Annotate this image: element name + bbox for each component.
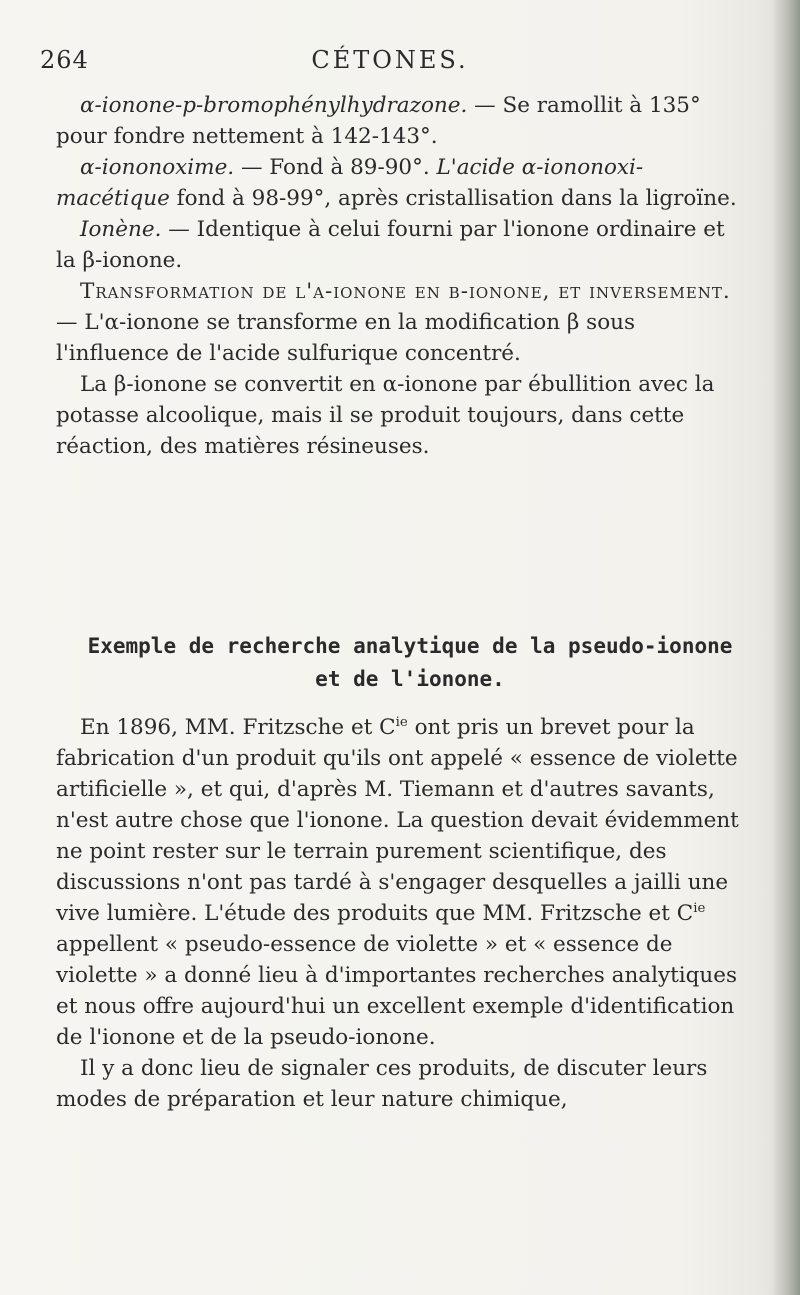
transformation-text: — L'α-ionone se transforme en la modification β sous l'influence de l'acide sulfurique concentré.: [56, 310, 636, 366]
beta-ionone-paragraph: La β-ionone se convertit en α-ionone par ébullition avec la potasse alcoolique, mais il se produit toujours, dans cette réaction, des matières résineuses.: [56, 372, 715, 459]
transformation-title: Transformation de l'α-ionone en β-ionone, et inversement.: [80, 279, 731, 304]
lower-text-block: [56, 712, 748, 1115]
section-heading-line-2: et de l'ionone.: [315, 667, 505, 691]
entry-text-secondary: fond à 98-99°, après cristallisation dans la ligroïne.: [169, 186, 737, 211]
compound-name: Ionène.: [80, 217, 162, 242]
entry-bromophenylhydrazone: [56, 90, 748, 152]
section-heading-line-1: Exemple de recherche analytique de la pseudo-ionone: [87, 634, 733, 658]
upper-text-block: [56, 90, 748, 462]
page-edge-shadow: [772, 0, 800, 1295]
compound-name: α-iononoxime.: [80, 155, 235, 180]
page-number: 264: [40, 46, 89, 74]
entry-ionene: [56, 214, 748, 276]
running-head: CÉTONES.: [311, 46, 469, 74]
transformation-paragraph: [56, 276, 748, 369]
entry-text: — Se ramollit à 135° pour fondre nettement à 142-143°.: [56, 93, 701, 149]
compound-name: α-ionone-p-bromophénylhydrazone.: [80, 93, 468, 118]
entry-text: — Identique à celui fourni par l'ionone ordinaire et la β-ionone.: [56, 217, 725, 273]
superscript: ie: [693, 900, 706, 916]
entry-text: — Fond à 89-90°.: [234, 155, 437, 180]
compound-name-secondary: L'acide α-iononoxi-macétique: [56, 155, 644, 211]
page-header: [40, 46, 740, 82]
entry-iononoxime: [56, 152, 748, 214]
body-paragraph-2: Il y a donc lieu de signaler ces produits, de discuter leurs modes de préparation et leur nature chimique,: [56, 1056, 708, 1112]
superscript: ie: [395, 714, 408, 730]
body-paragraph-1: En 1896, MM. Fritzsche et $C^{ie}$ ont pris un brevet pour la fabrication d'un produit qu'ils ont appelé « essence de violette artificielle », et qui, d'après M. Tiemann et d'autres savants, n'est autre chose que l'ionone. La question devait évidemment ne point rester sur le terrain purement scientifique, des discussions n'ont pas tardé à s'engager desquelles a jailli une vive lumière. L'étude des produits que MM. Fritzsche et $C^{ie}$ appellent « pseudo-essence de violette » et « essence de violette » a donné lieu à d'importantes recherches analytiques et nous offre aujourd'hui un excellent exemple d'identification de l'ionone et de la pseudo-ionone.: [56, 714, 739, 1050]
section-heading: [70, 630, 750, 696]
